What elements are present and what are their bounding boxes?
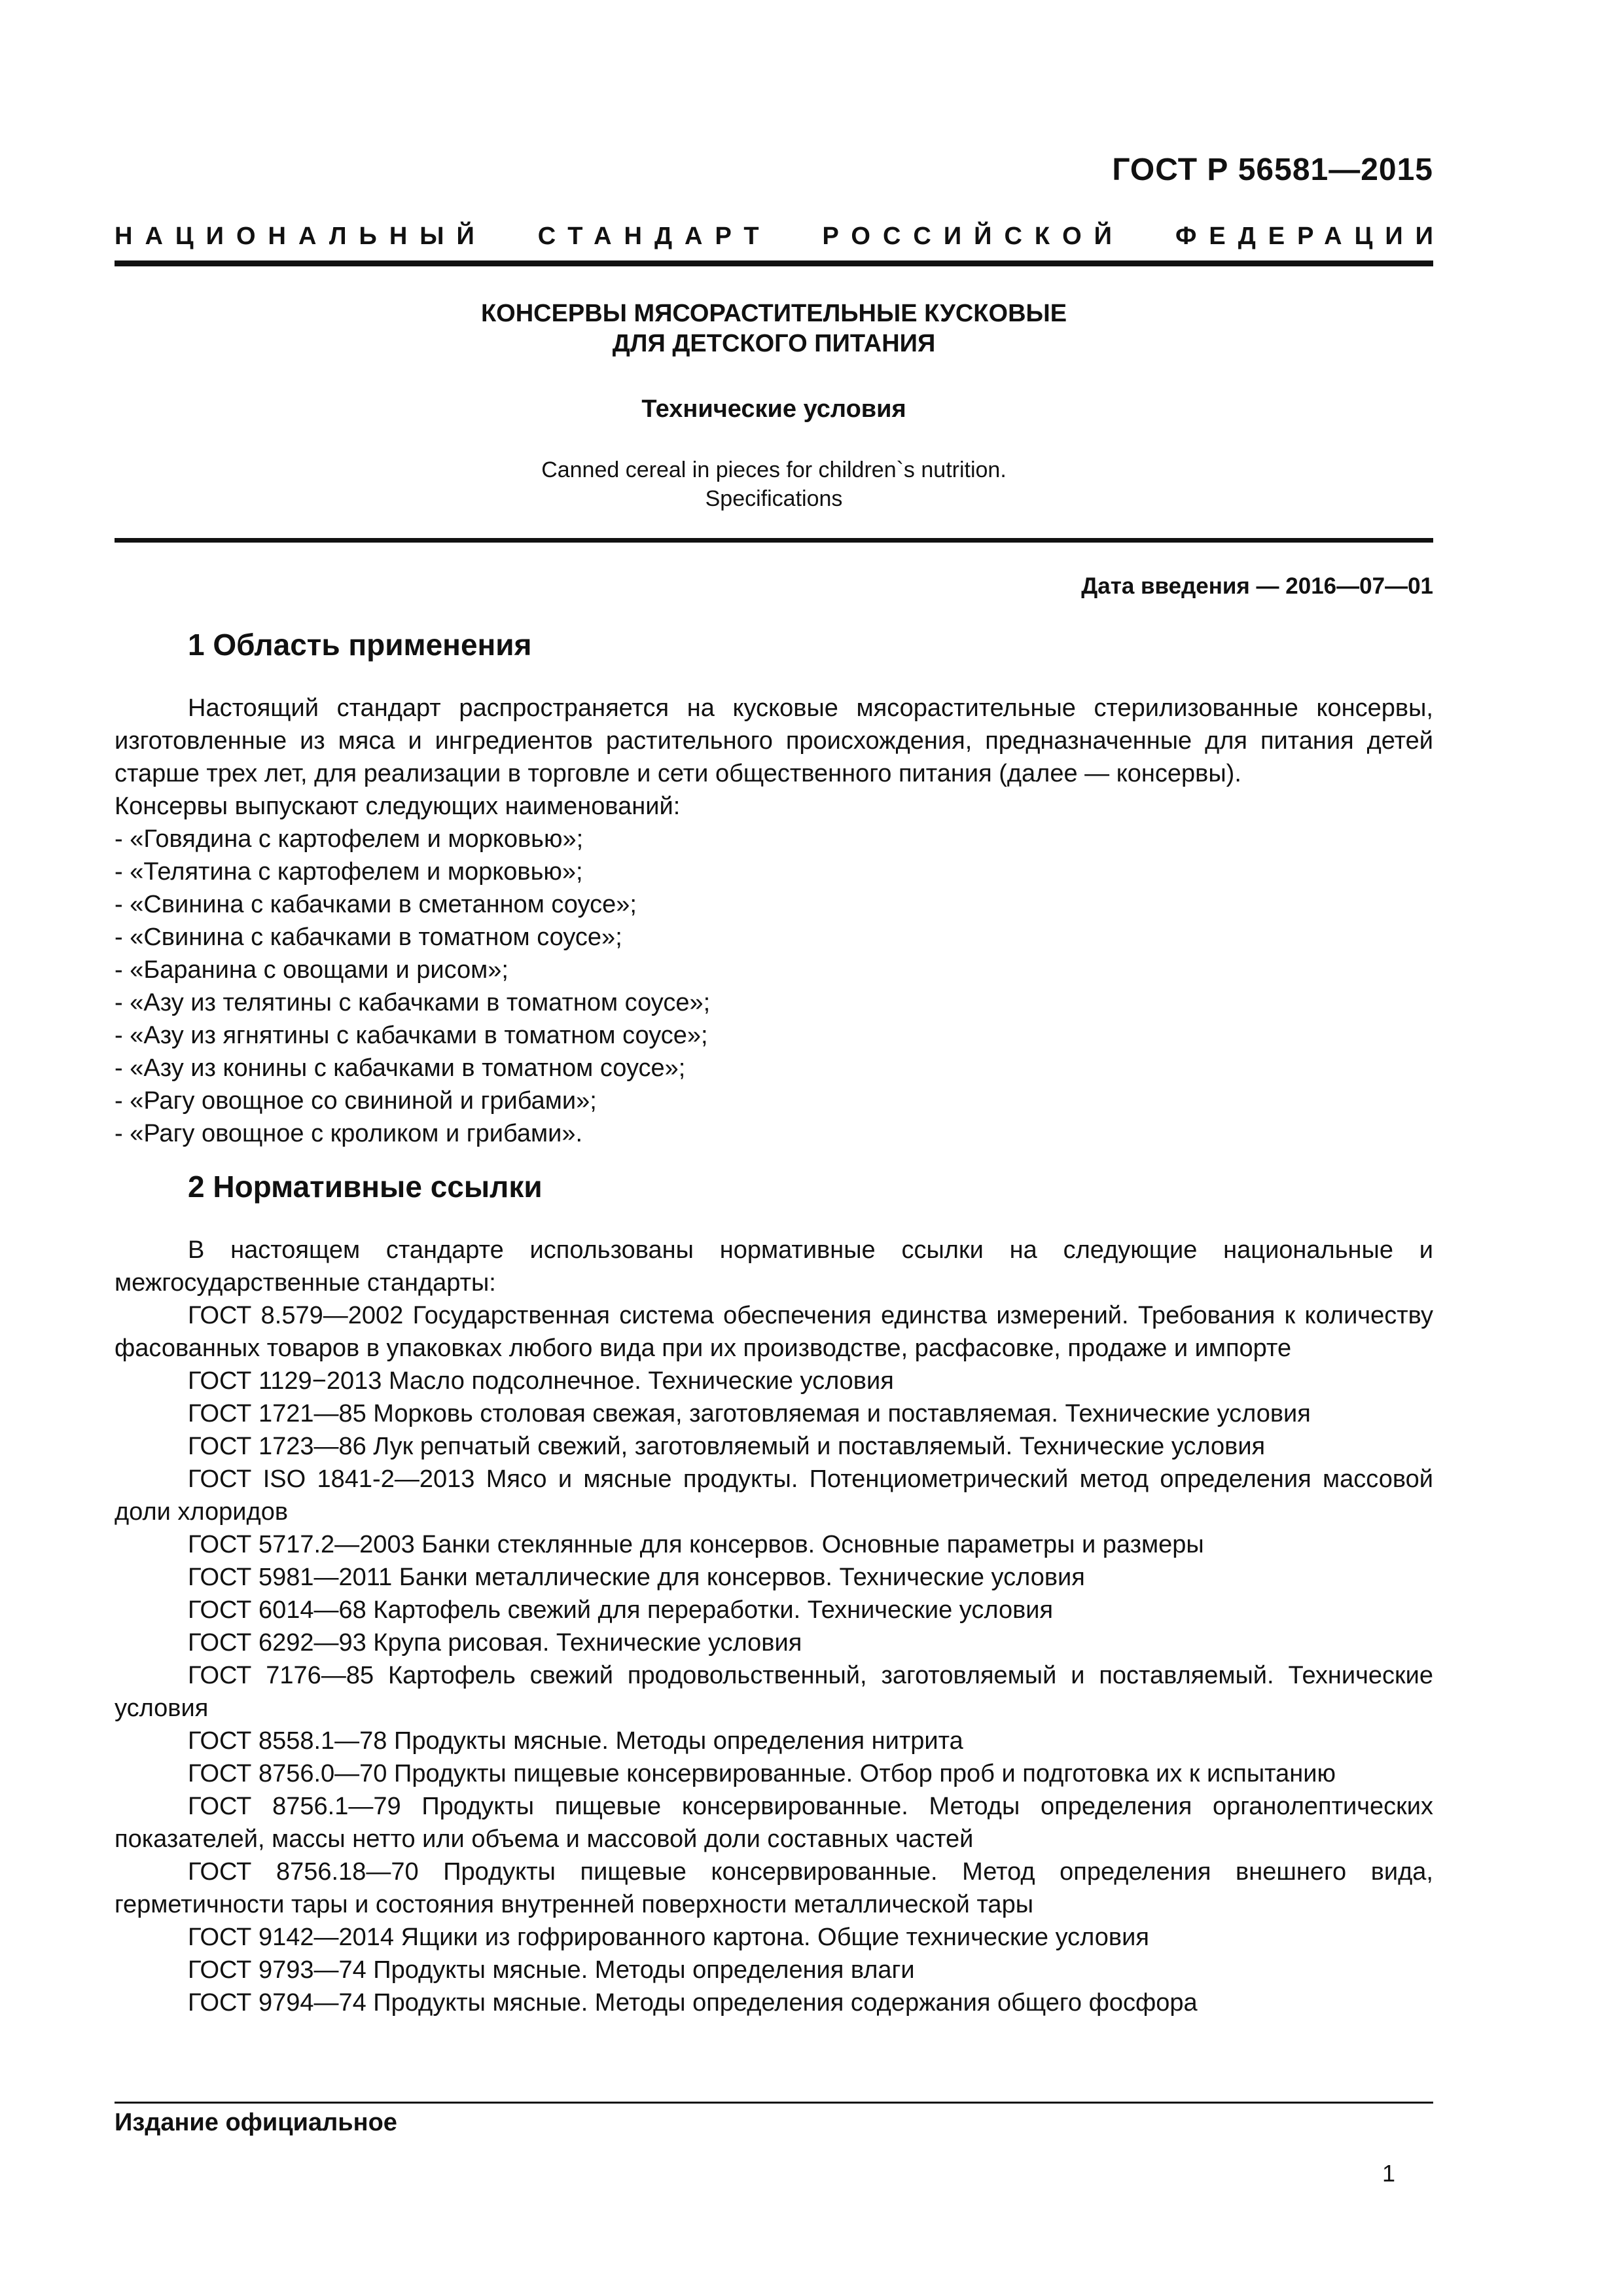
list-item: - «Свинина с кабачками в сметанном соусе»; (115, 891, 637, 918)
list-item: - «Телятина с картофелем и морковью»; (115, 858, 583, 886)
national-standard-banner (115, 223, 1446, 251)
reference-item: ГОСТ 1129−2013 Масло подсолнечное. Технические условия (188, 1367, 894, 1395)
reference-item: ГОСТ 8756.1—79 Продукты пищевые консервированные. Методы определения органолептических показателей, массы нетто или объема и массовой доли составных частей (115, 1793, 1433, 1853)
list-item: - «Азу из ягнятины с кабачками в томатном соусе»; (115, 1022, 708, 1049)
reference-item: ГОСТ 9793—74 Продукты мясные. Методы определения влаги (188, 1956, 915, 1984)
reference-item: ГОСТ 8756.0—70 Продукты пищевые консервированные. Отбор проб и подготовка их к испытанию (188, 1760, 1336, 1787)
footer-divider (115, 2102, 1433, 2104)
reference-item: ГОСТ 8756.18—70 Продукты пищевые консервированные. Метод определения внешнего вида, герметичности тары и состояния внутренней поверхности металлической тары (115, 1858, 1433, 1918)
official-edition-label: Издание официальное (115, 2109, 397, 2136)
title-block (115, 298, 1433, 513)
reference-item: ГОСТ 5717.2—2003 Банки стеклянные для консервов. Основные параметры и размеры (188, 1531, 1204, 1558)
reference-item: ГОСТ 8558.1—78 Продукты мясные. Методы определения нитрита (188, 1727, 963, 1755)
english-title (115, 456, 1433, 513)
reference-item: ГОСТ 9794—74 Продукты мясные. Методы определения содержания общего фосфора (188, 1989, 1198, 2017)
english-title-line-2: Specifications (705, 486, 843, 511)
list-item: - «Баранина с овощами и рисом»; (115, 956, 508, 984)
introduction-date: Дата введения — 2016—07—01 (1081, 573, 1433, 599)
section-2-intro: В настоящем стандарте использованы нормативные ссылки на следующие национальные и межгосударственные стандарты: (115, 1236, 1433, 1297)
english-title-line-1: Canned cereal in pieces for children`s nutrition. (541, 457, 1007, 482)
banner-word-2: СТАНДАРТ (537, 223, 772, 250)
list-item: - «Рагу овощное с кроликом и грибами». (115, 1120, 583, 1147)
section-1-paragraph: Настоящий стандарт распространяется на кусковые мясорастительные стерилизованные консервы, изготовленные из мяса и ингредиентов растительного происхождения, предназначенные для питания детей старше трех лет, для реализации в торговле и сети общественного питания (далее — консервы). (115, 694, 1433, 787)
reference-item: ГОСТ 6292—93 Крупа рисовая. Технические условия (188, 1629, 802, 1657)
section-2-heading: 2 Нормативные ссылки (188, 1170, 543, 1204)
banner-word-1: НАЦИОНАЛЬНЫЙ (115, 223, 487, 250)
reference-item: ГОСТ 6014—68 Картофель свежий для переработки. Технические условия (188, 1596, 1054, 1624)
document-body (115, 625, 1433, 2019)
page-number: 1 (1382, 2160, 1395, 2187)
middle-divider (115, 538, 1433, 543)
reference-item: ГОСТ 1721—85 Морковь столовая свежая, заготовляемая и поставляемая. Технические условия (188, 1400, 1311, 1427)
list-item: - «Рагу овощное со свининой и грибами»; (115, 1087, 597, 1115)
reference-item: ГОСТ 8.579—2002 Государственная система обеспечения единства измерений. Требования к количеству фасованных товаров в упаковках любого вида при их производстве, расфасовке, продаже и импорте (115, 1302, 1433, 1362)
list-item: - «Азу из телятины с кабачками в томатном соусе»; (115, 989, 711, 1016)
product-list (115, 823, 1433, 1150)
reference-item: ГОСТ 7176—85 Картофель свежий продовольственный, заготовляемый и поставляемый. Технические условия (115, 1662, 1433, 1722)
reference-item: ГОСТ 9142—2014 Ящики из гофрированного картона. Общие технические условия (188, 1924, 1149, 1951)
banner-word-3: РОССИЙСКОЙ (822, 223, 1124, 250)
gost-number: ГОСТ Р 56581—2015 (1112, 152, 1433, 187)
list-item: - «Говядина с картофелем и морковью»; (115, 825, 584, 853)
section-1-list-intro: Консервы выпускают следующих наименований: (115, 793, 681, 820)
reference-item: ГОСТ 1723—86 Лук репчатый свежий, заготовляемый и поставляемый. Технические условия (188, 1433, 1266, 1460)
normative-references-list (115, 1299, 1433, 2019)
document-subtitle: Технические условия (641, 395, 906, 423)
list-item: - «Азу из конины с кабачками в томатном соусе»; (115, 1054, 686, 1082)
top-divider (115, 260, 1433, 266)
document-title-line-1: КОНСЕРВЫ МЯСОРАСТИТЕЛЬНЫЕ КУСКОВЫЕ (480, 300, 1067, 327)
document-title-line-2: ДЛЯ ДЕТСКОГО ПИТАНИЯ (612, 330, 936, 357)
reference-item: ГОСТ 5981—2011 Банки металлические для консервов. Технические условия (188, 1564, 1085, 1591)
banner-word-4: ФЕДЕРАЦИИ (1175, 223, 1446, 250)
reference-item: ГОСТ ISO 1841-2—2013 Мясо и мясные продукты. Потенциометрический метод определения массовой доли хлоридов (115, 1465, 1433, 1526)
list-item: - «Свинина с кабачками в томатном соусе»; (115, 924, 622, 951)
section-1-heading: 1 Область применения (188, 628, 532, 662)
